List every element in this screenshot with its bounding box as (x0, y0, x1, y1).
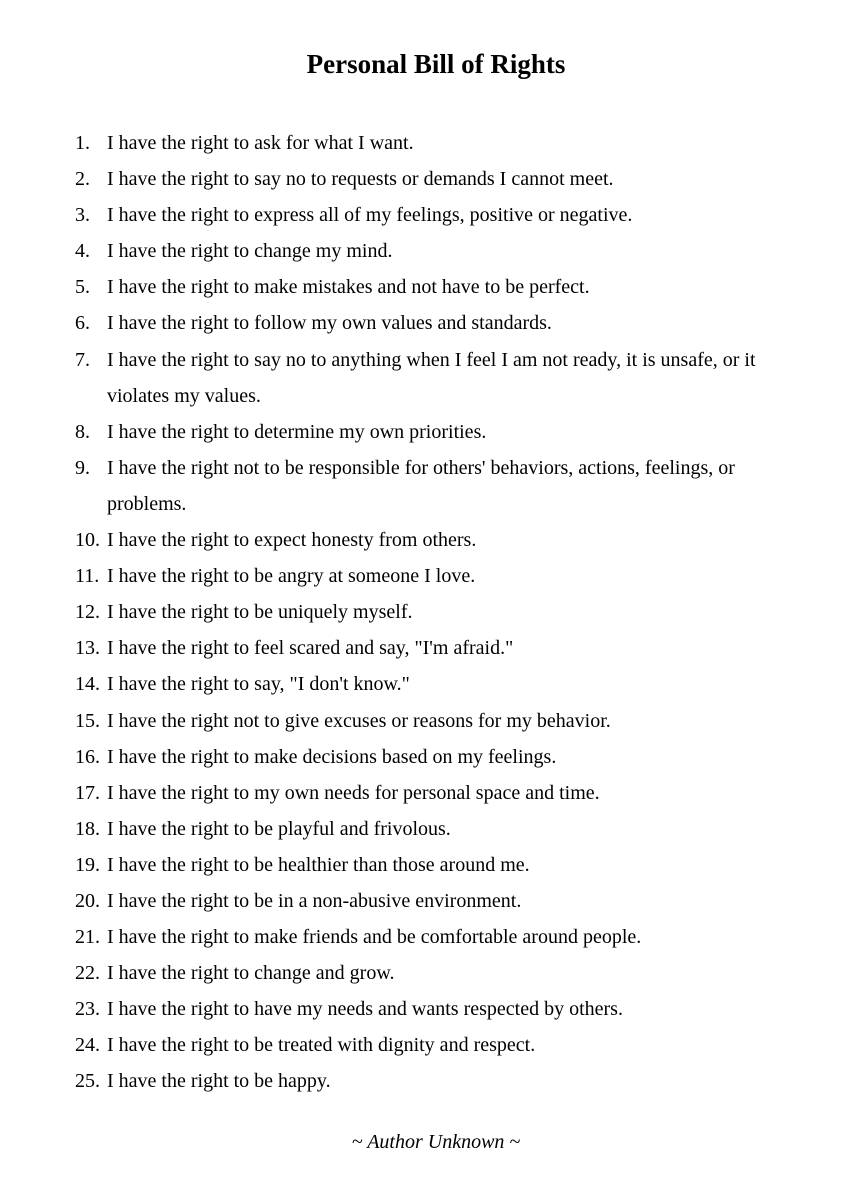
item-text: I have the right to say, "I don't know." (107, 673, 410, 696)
attribution: ~ Author Unknown ~ (351, 1131, 521, 1153)
list-item (75, 919, 805, 955)
item-text: I have the right to say no to anything when I feel I am not ready, it is unsafe, or it violates my values. (107, 348, 756, 407)
page-title: Personal Bill of Rights (306, 49, 566, 79)
item-number: 20. (75, 889, 100, 912)
item-text: I have the right to make mistakes and not have to be perfect. (107, 276, 590, 299)
list-item (75, 666, 805, 702)
item-number: 21. (75, 926, 100, 949)
item-number: 24. (75, 1034, 100, 1057)
item-number: 6. (75, 312, 90, 335)
list-item (75, 703, 805, 739)
list-item (75, 775, 805, 811)
item-number: 5. (75, 276, 90, 299)
item-number: 18. (75, 817, 100, 840)
item-number: 2. (75, 168, 90, 191)
item-number: 12. (75, 601, 100, 624)
list-item (75, 883, 805, 919)
item-text: I have the right to determine my own priorities. (107, 420, 487, 443)
list-item (75, 161, 805, 197)
list-item (75, 1063, 805, 1099)
list-item (75, 991, 805, 1027)
list-item (75, 450, 805, 522)
item-text: I have the right to be uniquely myself. (107, 601, 413, 624)
item-text: I have the right to make friends and be comfortable around people. (107, 926, 642, 949)
item-text: I have the right to be healthier than those around me. (107, 853, 530, 876)
list-item (75, 594, 805, 630)
item-text: I have the right to be happy. (107, 1070, 331, 1093)
list-item (75, 269, 805, 305)
list-item (75, 342, 805, 414)
item-number: 4. (75, 240, 90, 263)
item-text: I have the right to expect honesty from others. (107, 529, 477, 552)
item-number: 8. (75, 420, 90, 443)
item-number: 1. (75, 132, 90, 154)
item-number: 13. (75, 637, 100, 660)
item-number: 19. (75, 853, 100, 876)
list-item (75, 811, 805, 847)
item-number: 25. (75, 1070, 100, 1093)
item-text: I have the right to be playful and frivolous. (107, 817, 451, 840)
item-text: I have the right to feel scared and say, "I'm afraid." (107, 637, 514, 660)
list-item (75, 414, 805, 450)
list-item (75, 197, 805, 233)
item-text: I have the right to change my mind. (107, 240, 393, 263)
item-number: 17. (75, 781, 100, 804)
item-text: I have the right to make decisions based on my feelings. (107, 745, 557, 768)
list-item (75, 1027, 805, 1063)
item-text: I have the right to change and grow. (107, 962, 395, 985)
list-item (75, 630, 805, 666)
list-item (75, 305, 805, 341)
item-text: I have the right to follow my own values and standards. (107, 312, 552, 335)
item-text: I have the right to express all of my feelings, positive or negative. (107, 204, 633, 227)
list-item (75, 558, 805, 594)
list-item (75, 955, 805, 991)
list-item (75, 522, 805, 558)
item-text: I have the right to have my needs and wants respected by others. (107, 998, 623, 1021)
item-number: 23. (75, 998, 100, 1021)
item-number: 10. (75, 529, 100, 552)
item-number: 3. (75, 204, 90, 227)
item-number: 22. (75, 962, 100, 985)
item-text: I have the right to ask for what I want. (107, 132, 414, 154)
item-number: 9. (75, 456, 90, 479)
item-text: I have the right not to be responsible for others' behaviors, actions, feelings, or problems. (107, 456, 735, 515)
item-number: 11. (75, 565, 100, 588)
item-text: I have the right to be angry at someone I love. (107, 565, 476, 588)
item-text: I have the right not to give excuses or reasons for my behavior. (107, 709, 611, 732)
item-text: I have the right to my own needs for personal space and time. (107, 781, 600, 804)
item-number: 14. (75, 673, 100, 696)
rights-list (75, 125, 805, 1100)
list-item (75, 739, 805, 775)
item-number: 7. (75, 348, 90, 371)
item-text: I have the right to be in a non-abusive environment. (107, 889, 522, 912)
list-item (75, 847, 805, 883)
list-item (75, 125, 805, 161)
item-text: I have the right to say no to requests or demands I cannot meet. (107, 168, 614, 191)
item-text: I have the right to be treated with dignity and respect. (107, 1034, 536, 1057)
item-number: 16. (75, 745, 100, 768)
item-number: 15. (75, 709, 100, 732)
list-item (75, 233, 805, 269)
